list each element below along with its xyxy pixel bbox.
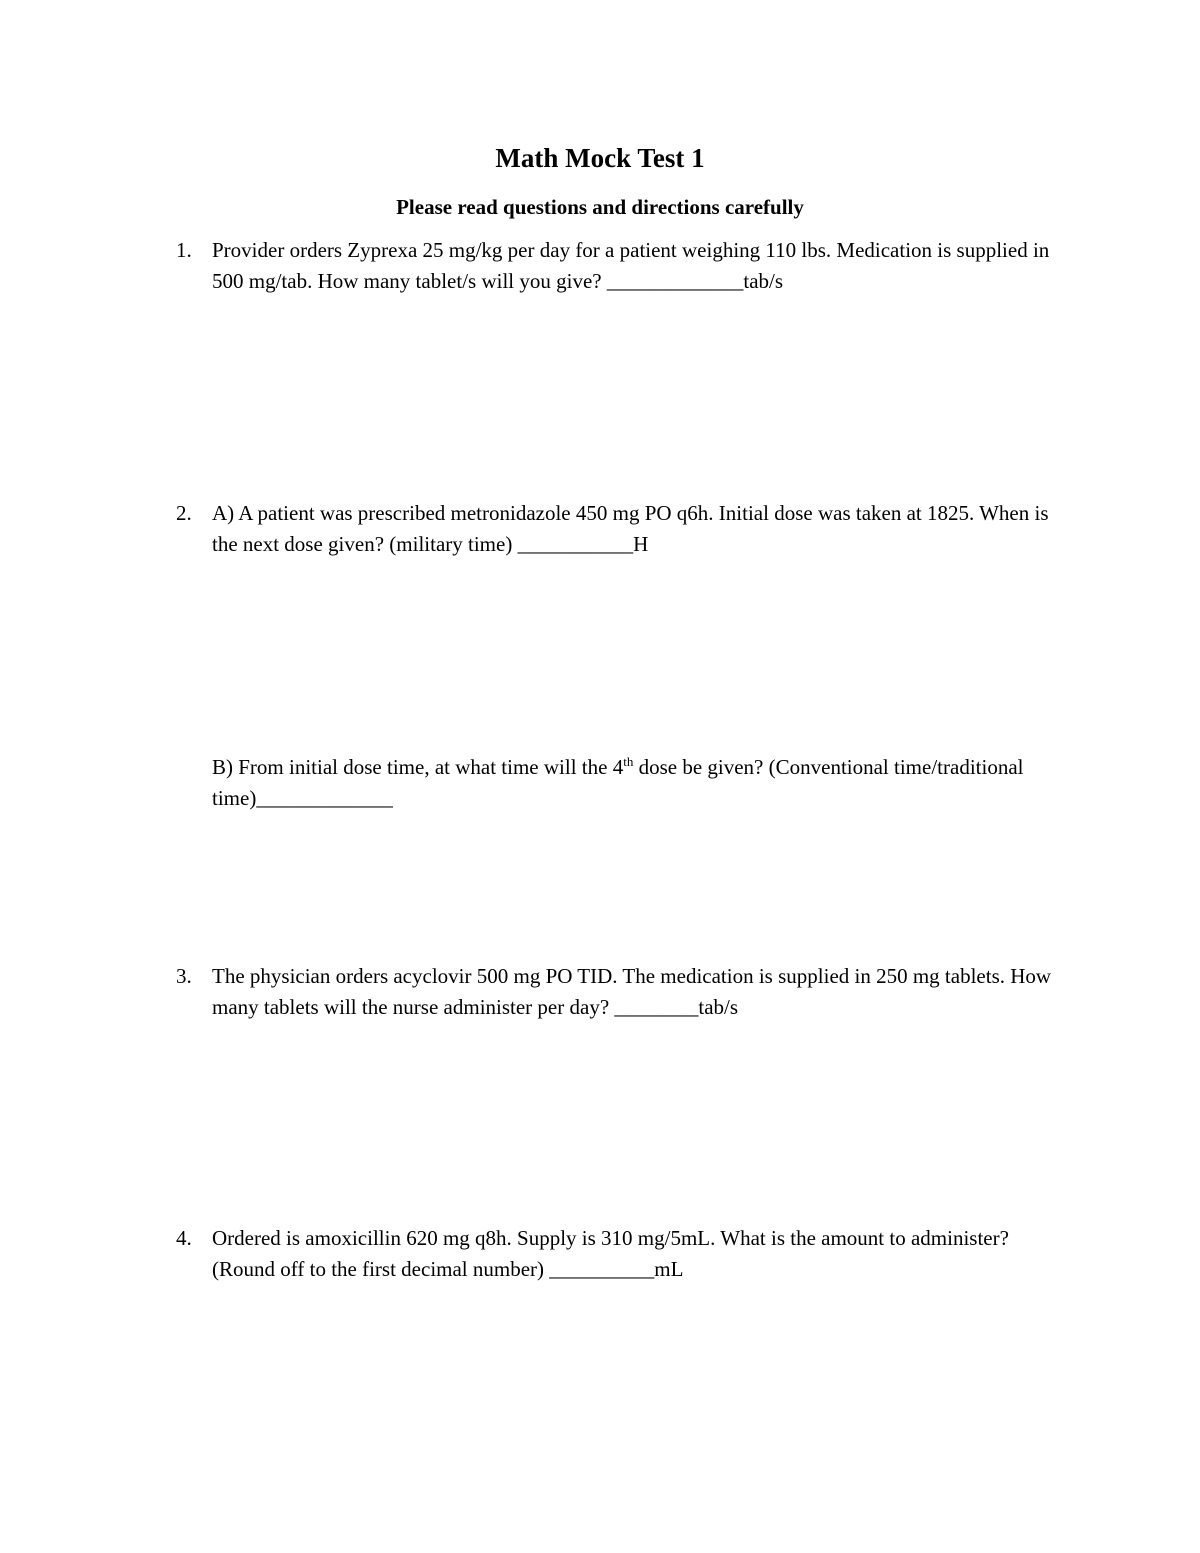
question-number: 3. xyxy=(176,964,192,988)
page-title: Math Mock Test 1 xyxy=(495,143,705,173)
question-text: A) A patient was prescribed metronidazole 450 mg PO q6h. Initial dose was taken at 1825. When is the next dose given? (military time) ___________H xyxy=(212,501,1049,556)
part-b-text-start: B) From initial dose time, at what time will the 4 xyxy=(212,755,624,779)
page-subtitle: Please read questions and directions carefully xyxy=(396,195,804,219)
question-2-part-b xyxy=(212,752,1052,814)
part-b-text-end: dose be given? (Conventional time/traditional time)_____________ xyxy=(212,755,1024,810)
part-b-superscript: th xyxy=(623,754,634,769)
question-number: 4. xyxy=(176,1226,192,1250)
question-text: Ordered is amoxicillin 620 mg q8h. Supply is 310 mg/5mL. What is the amount to administer? (Round off to the first decimal number) __________mL xyxy=(212,1226,1009,1281)
question-number: 1. xyxy=(176,238,192,262)
question-text: Provider orders Zyprexa 25 mg/kg per day for a patient weighing 110 lbs. Medication is supplied in 500 mg/tab. How many tablet/s will you give? _____________tab/s xyxy=(212,238,1050,293)
question-text: The physician orders acyclovir 500 mg PO TID. The medication is supplied in 250 mg tablets. How many tablets will the nurse administer per day? ________tab/s xyxy=(212,964,1052,1019)
question-number: 2. xyxy=(176,501,192,525)
